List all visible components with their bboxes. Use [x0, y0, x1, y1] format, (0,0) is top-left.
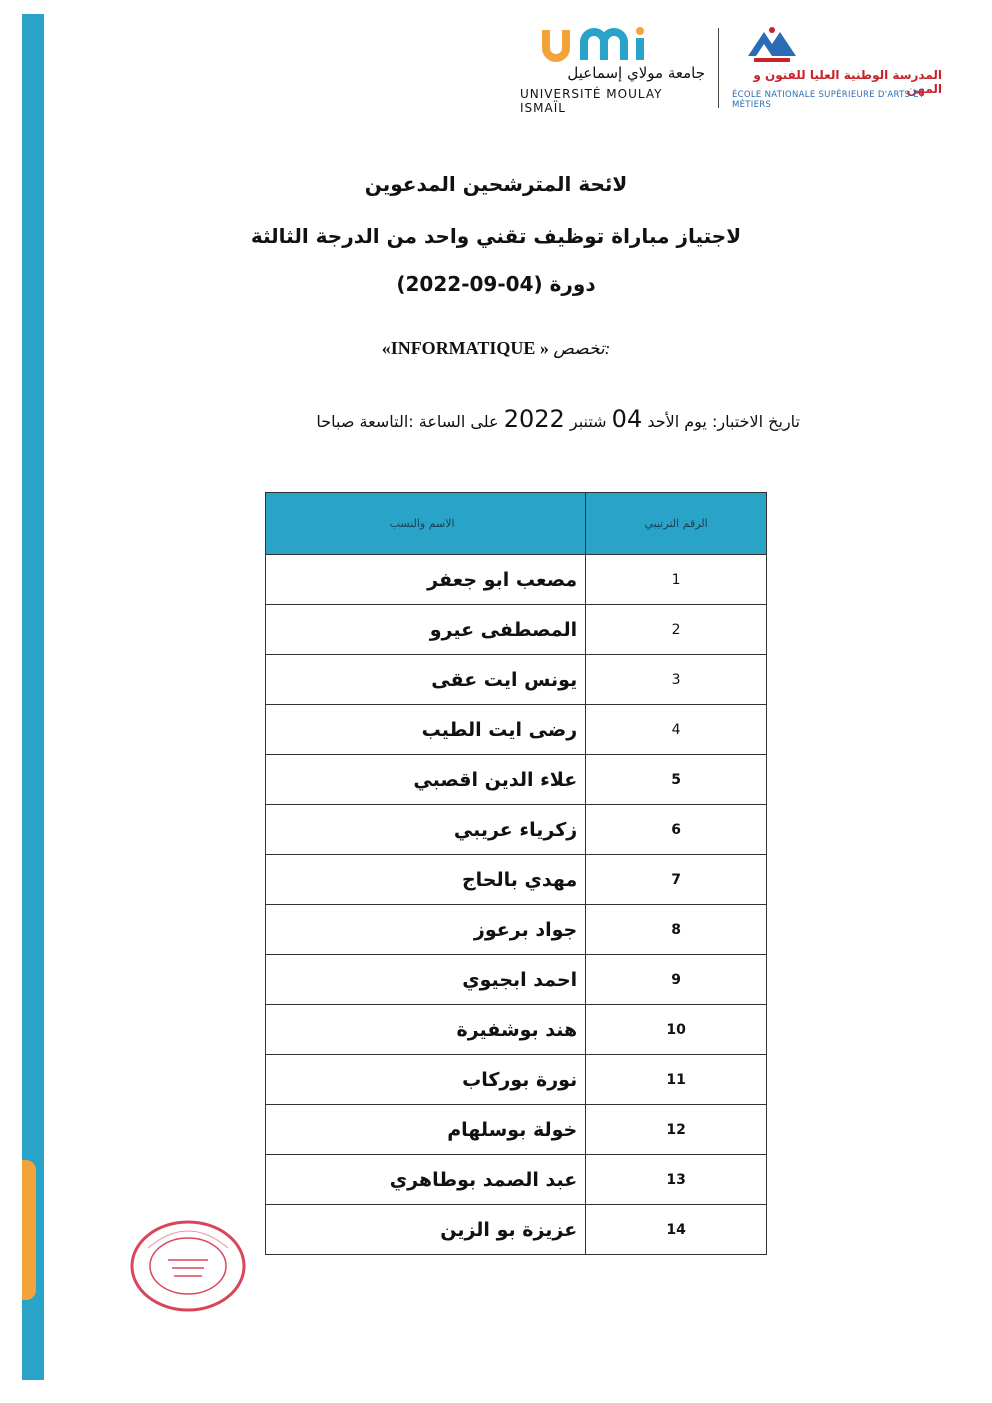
candidate-name: جواد برعوز: [266, 905, 586, 955]
candidate-number: 3: [586, 655, 767, 705]
document-title: لائحة المترشحين المدعوين: [364, 172, 628, 196]
left-orange-accent: [22, 1160, 36, 1300]
exam-date-day: 04: [611, 405, 643, 433]
ensam-french-name: ÉCOLE NATIONALE SUPÉRIEURE D'ARTS ET MÉTIERS: [732, 90, 925, 110]
candidate-name: مصعب ابو جعفر: [266, 555, 586, 605]
specialty-value: «INFORMATIQUE »: [381, 338, 549, 358]
ensam-logo-mark: [742, 24, 802, 64]
exam-date-suffix: على الساعة :التاسعة صباحا: [316, 412, 499, 431]
table-row: [266, 1105, 767, 1155]
candidate-name: احمد ابجيوي: [266, 955, 586, 1005]
logo-divider: [718, 28, 719, 108]
candidate-number: 6: [586, 805, 767, 855]
umi-logo: [510, 24, 705, 114]
candidate-name: يونس ايت عقى: [266, 655, 586, 705]
candidate-name: زكرياء عريبي: [266, 805, 586, 855]
candidate-number: 7: [586, 855, 767, 905]
table-row: [266, 1005, 767, 1055]
candidate-name: رضى ايت الطيب: [266, 705, 586, 755]
session-date: دورة (04-09-2022): [396, 272, 596, 296]
umi-arabic-name: جامعة مولاي إسماعيل: [567, 64, 705, 82]
table-row: [266, 555, 767, 605]
table-row: [266, 655, 767, 705]
candidate-number: 10: [586, 1005, 767, 1055]
candidate-name: خولة بوسلهام: [266, 1105, 586, 1155]
header-logos: [510, 24, 950, 114]
ensam-arabic-name: المدرسة الوطنية العليا للفنون و المهن: [753, 68, 942, 96]
candidate-name: عزيزة بو الزين: [266, 1205, 586, 1255]
table-row: [266, 1155, 767, 1205]
specialty-line: [0, 338, 992, 359]
table-row: [266, 805, 767, 855]
table-row: [266, 605, 767, 655]
candidate-number: 4: [586, 705, 767, 755]
candidate-name: عبد الصمد بوطاهري: [266, 1155, 586, 1205]
table-row: [266, 1205, 767, 1255]
table-row: [266, 1055, 767, 1105]
candidate-number: 13: [586, 1155, 767, 1205]
candidate-number: 8: [586, 905, 767, 955]
candidate-name: نورة بوركاب: [266, 1055, 586, 1105]
ensam-logo: [732, 24, 950, 114]
official-stamp: [128, 1218, 248, 1314]
candidate-name: علاء الدين اقصبي: [266, 755, 586, 805]
candidate-number: 2: [586, 605, 767, 655]
candidate-number: 11: [586, 1055, 767, 1105]
candidate-name: هند بوشفيرة: [266, 1005, 586, 1055]
candidates-table: [265, 492, 767, 1255]
column-header-name: الاسم والنسب: [266, 493, 586, 555]
candidate-number: 1: [586, 555, 767, 605]
exam-date-prefix: تاريخ الاختبار: يوم الأحد: [647, 412, 800, 431]
candidate-name: مهدي بالحاج: [266, 855, 586, 905]
table-row: [266, 705, 767, 755]
candidate-number: 5: [586, 755, 767, 805]
column-header-number: الرقم الترتيبي: [586, 493, 767, 555]
table-row: [266, 905, 767, 955]
candidate-name: المصطفى عيرو: [266, 605, 586, 655]
exam-date-year: 2022: [503, 405, 565, 433]
document-subtitle: لاجتياز مباراة توظيف تقني واحد من الدرجة الثالثة: [250, 224, 742, 248]
candidate-number: 9: [586, 955, 767, 1005]
exam-date-line: [200, 405, 800, 433]
exam-date-month: شتنبر: [569, 412, 607, 431]
specialty-label: تخصص:: [553, 339, 611, 358]
table-row: [266, 855, 767, 905]
candidate-number: 12: [586, 1105, 767, 1155]
table-row: [266, 955, 767, 1005]
candidate-number: 14: [586, 1205, 767, 1255]
table-header-row: [266, 493, 767, 555]
table-row: [266, 755, 767, 805]
umi-logo-mark: [540, 26, 680, 64]
umi-french-name: UNIVERSITÉ MOULAY ISMAÏL: [520, 87, 663, 115]
